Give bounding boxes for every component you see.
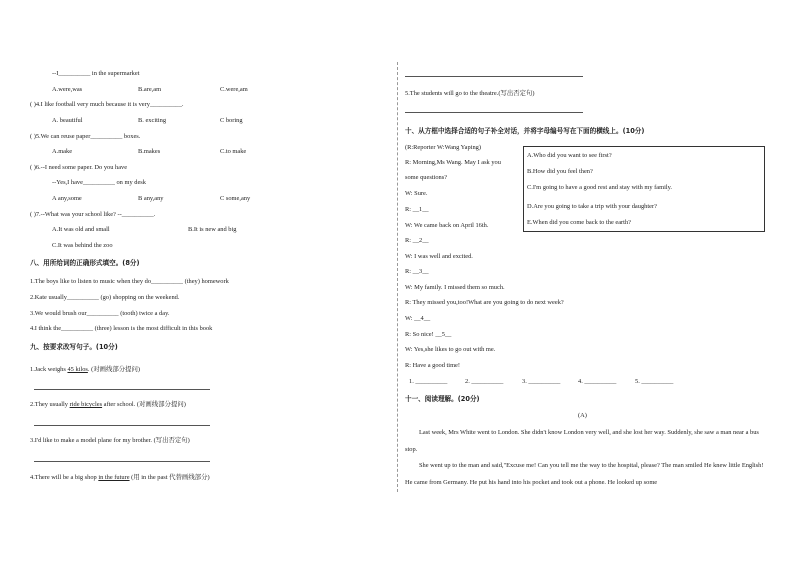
- underlined-phrase: in the future: [98, 474, 130, 481]
- answer-line: [34, 461, 210, 462]
- q5-end-line: --I__________ in the supermarket: [52, 70, 140, 77]
- option-c: C some,any: [220, 195, 251, 202]
- rewrite-item-3: 3.I'd like to make a model plane for my brother. (写出否定句): [30, 437, 190, 444]
- option-c: C.to make: [220, 148, 247, 155]
- question-stem: ( )7.--What was your school like? --__________.: [30, 211, 156, 218]
- dialog-line: some questions?: [405, 174, 448, 181]
- question-line: --Yes,I have__________ on my desk: [52, 179, 146, 186]
- item-text: 1.Jack weighs: [30, 366, 68, 373]
- question-stem: ( )4.I like football very much because it is very__________.: [30, 101, 184, 108]
- section-8-title: 八、用所给词的正确形式填空。(8分): [30, 259, 140, 267]
- passage-label: (A): [578, 412, 587, 419]
- underlined-phrase: 45 kilos: [67, 366, 88, 373]
- answer-blank-5: 5. __________: [635, 378, 674, 385]
- question-stem: ( )5.We can reuse paper__________ boxes.: [30, 133, 141, 140]
- dialog-line: W: My family. I missed them so much.: [405, 284, 505, 291]
- option-b: B. exciting: [138, 117, 167, 124]
- option-a: A.make: [52, 148, 73, 155]
- option-c: C boring: [220, 117, 243, 124]
- item-instruction: . (对画线部分提问): [87, 366, 141, 373]
- item-instruction: (用 in the past 代替画线部分): [129, 474, 210, 481]
- option-b: B any,any: [138, 195, 164, 202]
- passage-paragraph: She went up to the man and said,"Excuse me! Can you tell me the way to the hospital, please? The man smiled He knew little English! He came from Germany. He put his hand into his pocket and took out a phone. He looked up some: [405, 462, 764, 486]
- fill-item: 2.Kate usually__________ (go) shopping on the weekend.: [30, 294, 180, 301]
- option-c: C.It was behind the zoo: [52, 242, 113, 249]
- box-option: A.Who did you want to see first?: [527, 152, 612, 159]
- item-text: 4.There will be a big shop: [30, 474, 99, 481]
- dialog-line: W: __4__: [405, 315, 431, 322]
- option-b: B.makes: [138, 148, 161, 155]
- item-text: 2.They usually: [30, 401, 70, 408]
- rewrite-item-2: [30, 401, 186, 409]
- rewrite-item-4: [30, 474, 210, 482]
- column-divider: [397, 62, 398, 492]
- section-11-title: 十一、阅读理解。(20分): [405, 395, 480, 403]
- dialog-line: W: I was well and excited.: [405, 253, 473, 260]
- dialog-line: R: __3__: [405, 268, 429, 275]
- answer-line: [34, 425, 210, 426]
- question-stem: ( )6.--I need some paper. Do you have: [30, 164, 128, 171]
- box-option: E.When did you come back to the earth?: [527, 219, 631, 226]
- dialog-line: R: Have a good time!: [405, 362, 461, 369]
- answer-line: [405, 76, 583, 77]
- dialog-line: W: We came back on April 16th.: [405, 222, 489, 229]
- answer-line: [34, 389, 210, 390]
- dialog-line: R: They missed you,too!What are you going to do next week?: [405, 299, 564, 306]
- option-a: A. beautiful: [52, 117, 83, 124]
- item-instruction: after school. (对画线部分提问): [102, 401, 186, 408]
- dialog-line: W: Yes,she likes to go out with me.: [405, 346, 496, 353]
- dialog-line: W: Sure.: [405, 190, 428, 197]
- dialog-line: R: __1__: [405, 206, 429, 213]
- option-b: B.It is new and big: [188, 226, 237, 233]
- rewrite-item-1: [30, 366, 140, 374]
- box-option: C.I'm going to have a good rest and stay with my family.: [527, 184, 673, 191]
- fill-item: 4.I think the__________ (three) lesson is the most difficult in this book: [30, 325, 213, 332]
- passage-paragraph: Last week, Mrs White went to London. She didn't know London very well, and she lost her way. Suddenly, she saw a man near a bus stop.: [405, 429, 759, 453]
- dialog-line: R: Morning,Ms Wang. May I ask you: [405, 159, 501, 166]
- dialog-line: R: __2__: [405, 237, 429, 244]
- fill-item: 1.The boys like to listen to music when they do__________ (they) homework: [30, 278, 229, 285]
- box-option: B.How did you feel then?: [527, 168, 593, 175]
- option-c: C.were,am: [220, 86, 248, 93]
- underlined-phrase: ride bicycles: [69, 401, 103, 408]
- answer-line: [405, 112, 583, 113]
- option-b: B.are,am: [138, 86, 162, 93]
- option-a: A any,some: [52, 195, 82, 202]
- fill-item: 3.We would brush our__________ (tooth) twice a day.: [30, 310, 170, 317]
- option-a: A.It was old and small: [52, 226, 110, 233]
- box-option: D.Are you going to take a trip with your daughter?: [527, 203, 657, 210]
- dialog-line: (R:Reporter W:Wang Yaping): [405, 144, 481, 151]
- section-9-title: 九、按要求改写句子。(10分): [30, 343, 118, 351]
- answer-blank-2: 2. __________: [465, 378, 504, 385]
- rewrite-item-5: 5.The students will go to the theatre.(写出否定句): [405, 90, 535, 97]
- dialog-line: R: So nice! __5__: [405, 331, 452, 338]
- section-10-title: 十、从方框中选择合适的句子补全对话，并将字母编号写在下面的横线上。(10分): [405, 127, 645, 135]
- option-a: A.were,was: [52, 86, 83, 93]
- answer-blank-1: 1. __________: [409, 378, 448, 385]
- answer-blank-4: 4. __________: [578, 378, 617, 385]
- answer-blank-3: 3. __________: [522, 378, 561, 385]
